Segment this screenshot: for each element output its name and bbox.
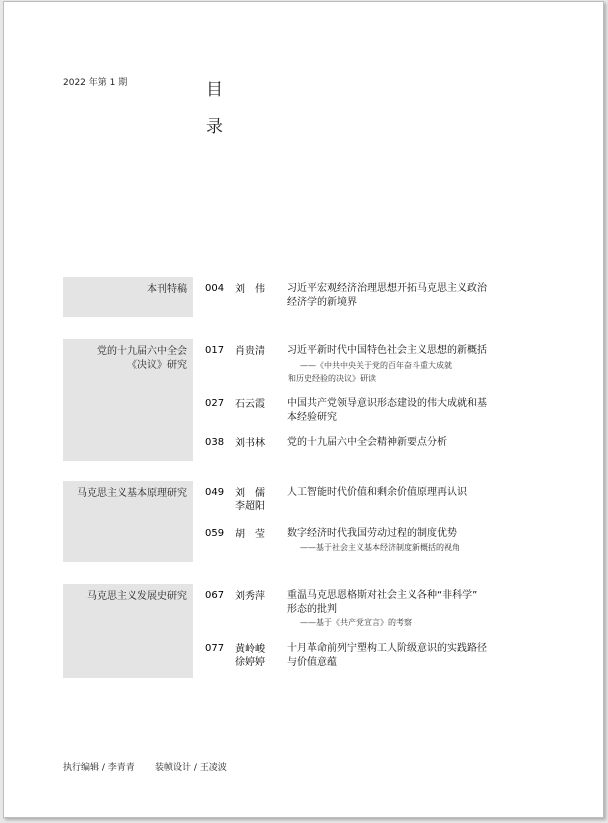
page-number: 038	[205, 437, 225, 448]
section-basic-principles	[63, 481, 193, 562]
article-title: 十月革命前列宁塑构工人阶级意识的实践路径 与价值意蕴	[287, 643, 487, 668]
page-number: 049	[205, 487, 225, 498]
author: 刘 伟	[235, 284, 265, 295]
author: 刘书林	[235, 438, 265, 449]
article-title: 中国共产党领导意识形态建设的伟大成就和基 本经验研究	[287, 398, 487, 423]
article-title: 数字经济时代我国劳动过程的制度优势	[287, 528, 457, 539]
author: 肖贵清	[235, 346, 265, 357]
issue-number: 2022 年第 1 期	[63, 78, 128, 88]
section-label: 本刊特稿	[147, 284, 187, 295]
section-resolution	[63, 339, 193, 461]
section-label: 马克思主义发展史研究	[87, 591, 187, 602]
article-title: 人工智能时代价值和剩余价值原理再认识	[287, 487, 467, 498]
executive-editor-credit: 执行编辑 / 李青青	[63, 763, 135, 773]
page-number: 004	[205, 283, 225, 294]
article-title: 习近平宏观经济治理思想开拓马克思主义政治 经济学的新境界	[287, 283, 487, 308]
page-number: 017	[205, 345, 225, 356]
article-subtitle: ——《中共中央关于党的百年奋斗重大成就	[300, 361, 452, 370]
design-credit: 装帧设计 / 王凌波	[155, 763, 227, 773]
author: 黄岭峻 徐婷婷	[235, 644, 265, 668]
article-title: 重温马克思恩格斯对社会主义各种“非科学” 形态的批判	[287, 590, 478, 615]
article-subtitle: ——基于《共产党宣言》的考察	[300, 618, 412, 627]
section-label: 《决议》研究	[127, 360, 187, 371]
page-number: 077	[205, 643, 225, 654]
article-subtitle: ——基于社会主义基本经济制度新概括的视角	[300, 543, 460, 552]
title-char-2: 录	[206, 117, 223, 137]
article-title: 习近平新时代中国特色社会主义思想的新概括	[287, 345, 487, 356]
page-number: 059	[205, 528, 225, 539]
article-subtitle: 和历史经验的决议》研读	[288, 374, 376, 383]
page-number: 027	[205, 398, 225, 409]
section-history	[63, 584, 193, 678]
section-special	[63, 277, 193, 317]
author: 刘秀萍	[235, 591, 265, 602]
section-label: 马克思主义基本原理研究	[77, 488, 187, 499]
page-number: 067	[205, 590, 225, 601]
author: 石云霞	[235, 399, 265, 410]
title-char-1: 目	[206, 80, 223, 100]
author: 胡 莹	[235, 529, 265, 540]
article-title: 党的十九届六中全会精神新要点分析	[287, 437, 447, 448]
section-label: 党的十九届六中全会	[97, 346, 187, 357]
author: 刘 儒 李超阳	[235, 488, 265, 512]
